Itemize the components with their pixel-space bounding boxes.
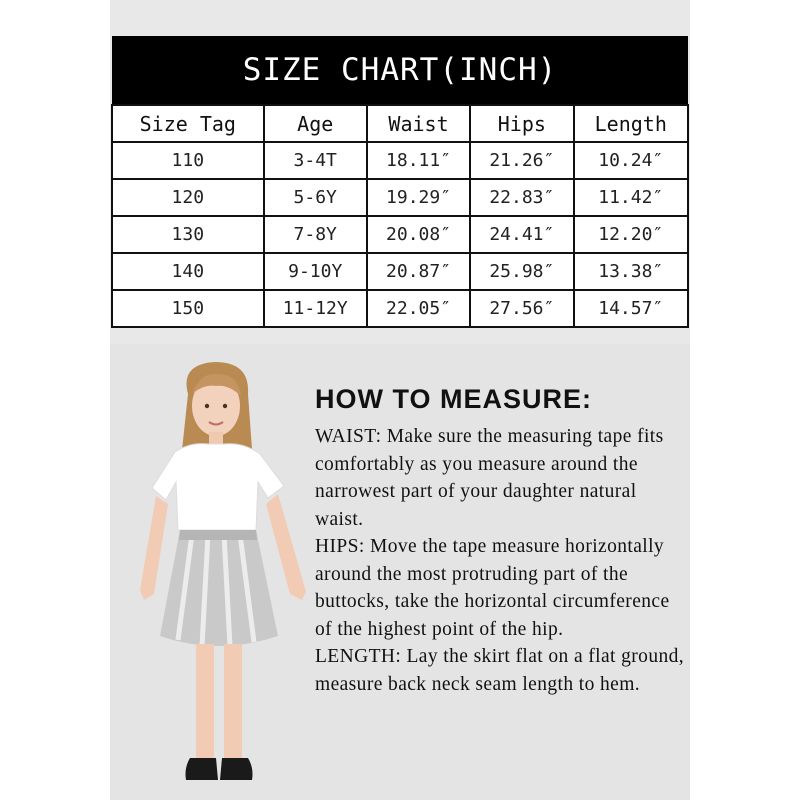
cell-hips: 27.56″ bbox=[470, 290, 573, 327]
cell-hips: 25.98″ bbox=[470, 253, 573, 290]
table-row bbox=[112, 179, 688, 216]
cell-age: 11-12Y bbox=[264, 290, 367, 327]
header-waist: Waist bbox=[367, 105, 470, 142]
table-row bbox=[112, 142, 688, 179]
cell-size-tag: 140 bbox=[112, 253, 264, 290]
cell-waist: 18.11″ bbox=[367, 142, 470, 179]
cell-length: 14.57″ bbox=[574, 290, 689, 327]
cell-size-tag: 150 bbox=[112, 290, 264, 327]
table-row bbox=[112, 216, 688, 253]
table-row bbox=[112, 290, 688, 327]
cell-hips: 24.41″ bbox=[470, 216, 573, 253]
how-to-measure-section bbox=[110, 344, 690, 800]
cell-age: 5-6Y bbox=[264, 179, 367, 216]
cell-age: 7-8Y bbox=[264, 216, 367, 253]
cell-size-tag: 130 bbox=[112, 216, 264, 253]
cell-size-tag: 120 bbox=[112, 179, 264, 216]
length-instruction: LENGTH: Lay the skirt flat on a flat ground, measure back neck seam length to hem. bbox=[315, 646, 685, 695]
header-length: Length bbox=[574, 105, 689, 142]
model-girl-image bbox=[120, 354, 320, 794]
cell-waist: 22.05″ bbox=[367, 290, 470, 327]
waist-instruction: WAIST: Make sure the measuring tape fits comfortably as you measure around the narrowest part of your daughter natural waist. bbox=[315, 426, 664, 530]
cell-waist: 20.08″ bbox=[367, 216, 470, 253]
cell-age: 3-4T bbox=[264, 142, 367, 179]
how-to-measure-title: HOW TO MEASURE: bbox=[315, 384, 592, 414]
hips-instruction: HIPS: Move the tape measure horizontally around the most protruding part of the buttocks, take the horizontal circumference of the highest point of the hip. bbox=[315, 536, 670, 640]
cell-hips: 22.83″ bbox=[470, 179, 573, 216]
cell-waist: 20.87″ bbox=[367, 253, 470, 290]
cell-length: 13.38″ bbox=[574, 253, 689, 290]
size-chart bbox=[112, 36, 688, 328]
cell-hips: 21.26″ bbox=[470, 142, 573, 179]
header-size-tag: Size Tag bbox=[112, 105, 264, 142]
table-row bbox=[112, 253, 688, 290]
cell-length: 10.24″ bbox=[574, 142, 689, 179]
how-to-measure-text bbox=[315, 423, 685, 698]
table-header-row bbox=[112, 105, 688, 142]
header-hips: Hips bbox=[470, 105, 573, 142]
cell-waist: 19.29″ bbox=[367, 179, 470, 216]
cell-length: 11.42″ bbox=[574, 179, 689, 216]
cell-age: 9-10Y bbox=[264, 253, 367, 290]
chart-title: SIZE CHART(INCH) bbox=[112, 36, 688, 104]
size-table bbox=[111, 104, 689, 328]
cell-size-tag: 110 bbox=[112, 142, 264, 179]
header-age: Age bbox=[264, 105, 367, 142]
cell-length: 12.20″ bbox=[574, 216, 689, 253]
